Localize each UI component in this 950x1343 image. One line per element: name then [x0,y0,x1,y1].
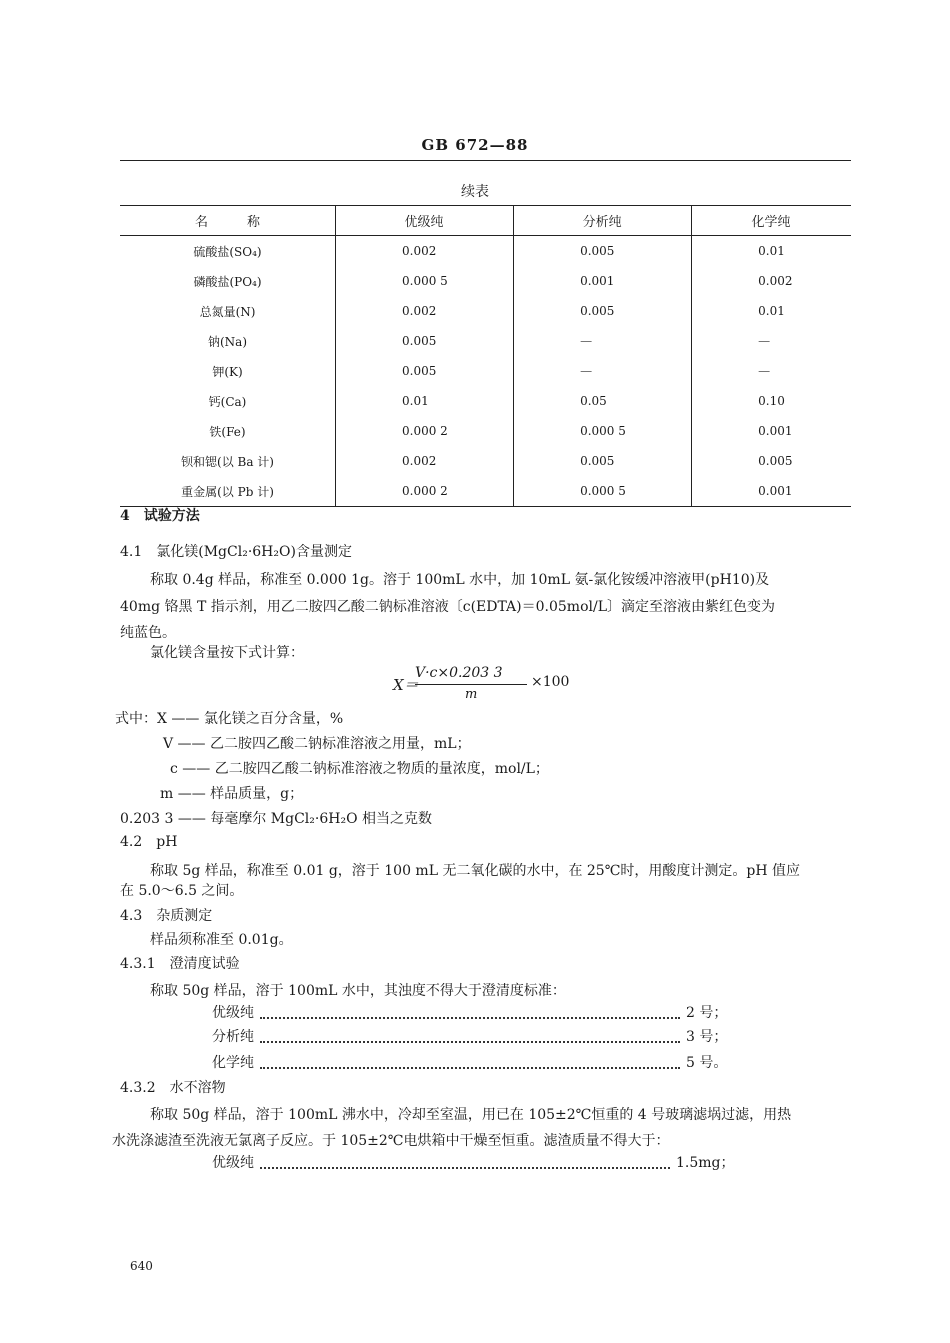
page-number: 640 [130,1259,153,1273]
table-cell-value: — [514,326,692,356]
grade-value: 5 号。 [686,1055,728,1071]
table-cell-item-name: 钾(K) [212,364,243,379]
grade-label: 分析纯 [212,1029,254,1045]
table-cell-value: — [692,326,851,356]
formula-intro: 氯化镁含量按下式计算： [150,645,304,661]
dot-leader [260,1157,670,1169]
table-cell-value: 0.001 [692,476,851,507]
impurity-spec-table [120,205,851,507]
formula-denominator: m [465,687,478,702]
formula-tail: ×100 [531,674,570,690]
grade-leader-line [212,1052,742,1072]
table-cell-value: 0.002 [336,296,514,326]
table-cell-value: 0.01 [692,296,851,326]
table-cell-value: 0.05 [514,386,692,416]
table-cell-item-name: 硫酸盐(SO₄) [193,244,262,259]
table-cell-value: 0.10 [692,386,851,416]
table-cell-value: 0.01 [336,386,514,416]
table-cell-value: 0.000 2 [336,416,514,446]
dot-leader [260,1057,680,1069]
paragraph-line: 称取 0.4g 样品，称准至 0.000 1g。溶于 100mL 水中，加 10mL 氨-氯化铵缓冲溶液甲(pH10)及 [150,572,770,588]
fraction-bar [415,684,527,685]
paragraph-line: 样品须称准至 0.01g。 [150,932,293,948]
table-cell-value: 0.005 [692,446,851,476]
header-rule [120,160,851,161]
column-header-ar: 分析纯 [514,206,692,236]
table-cell-value: 0.002 [692,266,851,296]
grade-label: 优级纯 [212,1155,254,1171]
table-cell-value: — [692,356,851,386]
grade-value: 2 号； [686,1005,728,1021]
table-row [120,446,851,476]
table-cell-value: 0.005 [514,446,692,476]
section-4-3-1-title: 4.3.1 澄清度试验 [120,956,240,972]
standard-number-header: GB 672—88 [421,136,529,154]
table-cell-value: 0.000 5 [336,266,514,296]
content-formula [393,660,583,710]
table-cell-value: 0.001 [692,416,851,446]
table-cell-item-name: 重金属(以 Pb 计) [120,476,336,507]
paragraph-line: 在 5.0～6.5 之间。 [120,883,244,899]
where-line: m —— 样品质量，g； [160,786,304,802]
table-cell-value: 0.000 5 [514,476,692,507]
section-4-1-title: 4.1 氯化镁(MgCl₂·6H₂O)含量测定 [120,544,352,560]
paragraph-line: 纯蓝色。 [120,625,176,641]
table-cell-value: 0.002 [336,446,514,476]
where-line: c —— 乙二胺四乙酸二钠标准溶液之物质的量浓度，mol/L； [170,761,549,777]
table-caption: 续表 [461,184,489,200]
table-cell-value: 0.002 [336,236,514,267]
table-cell-value: 0.000 2 [336,476,514,507]
paragraph-line: 称取 50g 样品，溶于 100mL 水中，其浊度不得大于澄清度标准： [150,983,566,999]
table-cell-value: — [514,356,692,386]
dot-leader [260,1031,680,1043]
grade-leader-line [212,1026,742,1046]
where-line: 0.203 3 —— 每毫摩尔 MgCl₂·6H₂O 相当之克数 [120,811,432,827]
table-cell-value: 0.005 [336,326,514,356]
table-row [120,296,851,326]
paragraph-line: 称取 5g 样品，称准至 0.01 g，溶于 100 mL 无二氧化碳的水中，在 25℃时，用酸度计测定。pH 值应 [150,863,800,879]
table-row [120,266,851,296]
table-row [120,356,851,386]
grade-label: 优级纯 [212,1005,254,1021]
column-header-gr: 优级纯 [336,206,514,236]
table-cell-item-name: 铁(Fe) [209,424,246,439]
paragraph-line: 40mg 铬黑 T 指示剂，用乙二胺四乙酸二钠标准溶液〔c(EDTA)＝0.05mol/L〕滴定至溶液由紫红色变为 [120,599,775,615]
section-4-3-2-title: 4.3.2 水不溶物 [120,1080,226,1096]
where-line: V —— 乙二胺四乙酸二钠标准溶液之用量，mL； [163,736,471,752]
paragraph-line: 水洗涤滤渣至洗液无氯离子反应。于 105±2℃电烘箱中干燥至恒重。滤渣质量不得大于： [112,1133,670,1149]
table-cell-value: 0.005 [336,356,514,386]
grade-value: 3 号； [686,1029,728,1045]
grade-label: 化学纯 [212,1055,254,1071]
column-header-cp: 化学纯 [692,206,851,236]
table-row [120,416,851,446]
column-header-name: 名 称 [120,206,336,236]
table-cell-value: 0.005 [514,236,692,267]
grade-leader-line [212,1002,742,1022]
table-cell-item-name: 总氮量(N) [199,304,256,319]
grade-leader-line [212,1152,752,1172]
table-cell-value: 0.000 5 [514,416,692,446]
formula-numerator: V·c×0.203 3 [415,665,503,681]
table-row [120,386,851,416]
table-cell-item-name: 钙(Ca) [208,394,247,409]
table-row [120,236,851,267]
table-cell-value: 0.01 [692,236,851,267]
table-row [120,476,851,507]
formula-lhs: X＝ [393,676,419,694]
grade-value: 1.5mg； [676,1155,735,1171]
where-line: 式中：X —— 氯化镁之百分含量，% [115,711,344,727]
section-4-2-title: 4.2 pH [120,834,178,850]
table-cell-item-name: 钡和锶(以 Ba 计) [181,454,274,469]
table-row [120,326,851,356]
section-4-3-title: 4.3 杂质测定 [120,908,213,924]
dot-leader [260,1007,680,1019]
table-cell-item-name: 磷酸盐(PO₄) [193,274,262,289]
table-header-row [120,206,851,236]
table-cell-value: 0.001 [514,266,692,296]
section-4-heading: 4 试验方法 [120,508,200,524]
table-cell-value: 0.005 [514,296,692,326]
table-cell-item-name: 钠(Na) [207,334,248,349]
paragraph-line: 称取 50g 样品，溶于 100mL 沸水中，冷却至室温，用已在 105±2℃恒重的 4 号玻璃滤埚过滤，用热 [150,1107,792,1123]
